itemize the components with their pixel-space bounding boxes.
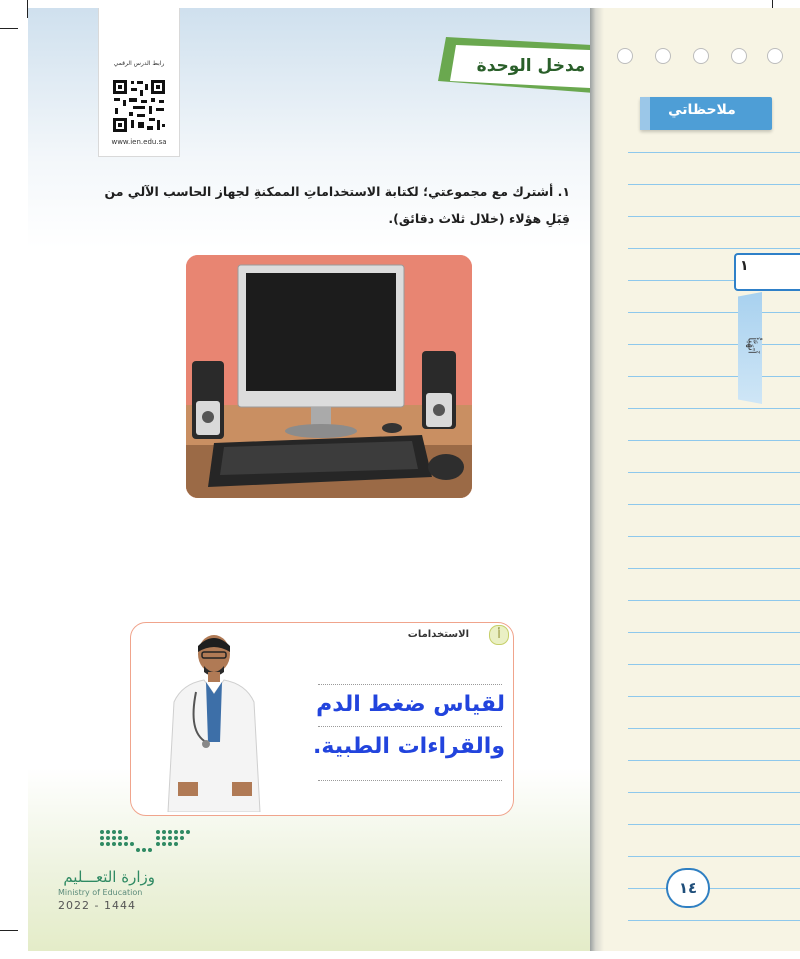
crop-mark: [0, 930, 18, 931]
note-line: [628, 728, 800, 729]
binder-ring-icon: [617, 48, 633, 64]
binder-ring-icon: [693, 48, 709, 64]
doctor-illustration: [148, 632, 278, 812]
dotted-line: [318, 684, 502, 685]
answer-line-2[interactable]: والقراءات الطبية.: [313, 734, 505, 759]
notes-label: ملاحظاتي: [668, 102, 736, 118]
dotted-line: [318, 726, 502, 727]
notes-header-edge: [640, 97, 650, 130]
page-number: ١٤: [666, 868, 710, 908]
note-line: [628, 248, 800, 249]
note-line: [628, 376, 800, 377]
question-line-1: ١. أشترك مع مجموعتي؛ لكتابة الاستخداماتِ الممكنةِ لجهاز الحاسب الآلي من: [104, 184, 570, 199]
note-line: [628, 664, 800, 665]
binder-ring-icon: [767, 48, 783, 64]
binder-ring-icon: [655, 48, 671, 64]
note-line: [628, 696, 800, 697]
note-line: [628, 440, 800, 441]
notes-sidebar: [592, 8, 800, 951]
ministry-logo-icon: [98, 828, 192, 858]
ministry-name-en: Ministry of Education: [58, 888, 143, 897]
ribbon-label: أَتَهَيَّأُ: [745, 337, 757, 354]
binder-ring-icon: [731, 48, 747, 64]
note-line: [628, 312, 800, 313]
note-line: [628, 824, 800, 825]
desktop-computer-icon: [186, 255, 472, 498]
question-line-2: قِبَلِ هؤلاء (خلال ثلاث دقائق).: [388, 211, 570, 226]
computer-photo: [186, 255, 472, 498]
note-line: [628, 888, 800, 889]
note-line: [628, 760, 800, 761]
usage-title: الاستخدامات: [407, 629, 469, 640]
note-line: [628, 568, 800, 569]
answer-line-1[interactable]: لقياس ضغط الدم: [316, 692, 505, 717]
note-line: [628, 536, 800, 537]
dotted-line: [318, 780, 502, 781]
section-tab-number: ١: [740, 258, 749, 274]
note-line: [628, 152, 800, 153]
item-badge: أ: [489, 625, 509, 645]
qr-title: رابط الدرس الرقمي: [113, 60, 165, 67]
banner-title: مدخل الوحدة: [476, 56, 586, 76]
ministry-name-ar: وزارة التعـــليم: [63, 868, 155, 886]
note-line: [628, 472, 800, 473]
note-line: [628, 184, 800, 185]
note-line: [628, 216, 800, 217]
note-line: [628, 920, 800, 921]
note-line: [628, 792, 800, 793]
qr-url[interactable]: www.ien.edu.sa: [111, 138, 167, 146]
note-line: [628, 856, 800, 857]
ministry-year: 2022 - 1444: [58, 899, 136, 912]
note-line: [628, 408, 800, 409]
note-line: [628, 344, 800, 345]
note-line: [628, 600, 800, 601]
note-line: [628, 504, 800, 505]
qr-code-icon[interactable]: [111, 78, 167, 134]
note-line: [628, 632, 800, 633]
question-text: [80, 178, 570, 232]
qr-panel[interactable]: [98, 8, 180, 157]
crop-mark: [0, 28, 18, 29]
page-fold: [590, 8, 604, 951]
